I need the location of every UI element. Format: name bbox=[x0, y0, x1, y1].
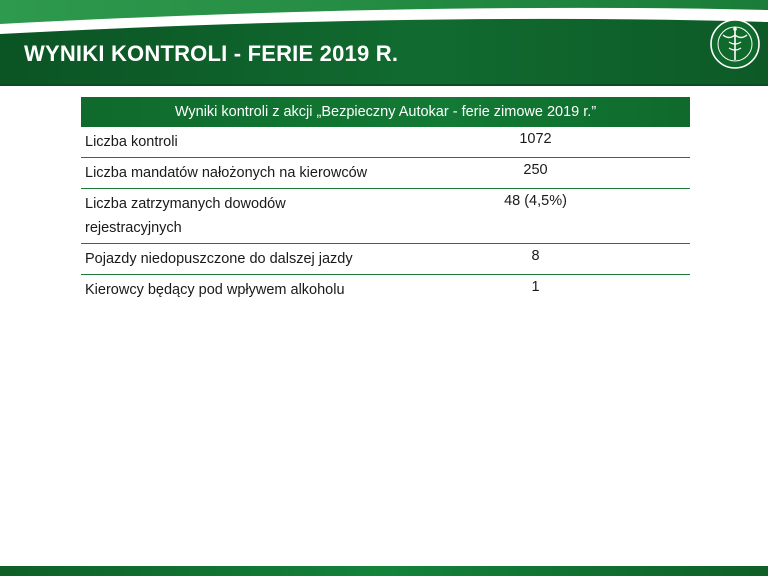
table-row bbox=[81, 127, 690, 158]
slide-title: WYNIKI KONTROLI - FERIE 2019 R. bbox=[24, 41, 399, 66]
row-value: 1072 bbox=[383, 127, 690, 158]
row-label: Liczba mandatów nałożonych na kierowców bbox=[81, 158, 383, 189]
row-value: 250 bbox=[383, 158, 690, 189]
footer-bar bbox=[0, 566, 768, 576]
table-header: Wyniki kontroli z akcji „Bezpieczny Autokar - ferie zimowe 2019 r.” bbox=[81, 97, 690, 127]
results-table bbox=[81, 97, 690, 305]
row-label: Kierowcy będący pod wpływem alkoholu bbox=[85, 282, 345, 298]
caduceus-seal-icon bbox=[709, 18, 761, 70]
table-row bbox=[81, 275, 690, 306]
row-value: 48 (4,5%) bbox=[383, 189, 690, 244]
row-label: Liczba zatrzymanych dowodów rejestracyjnych bbox=[81, 189, 383, 244]
table-row bbox=[81, 244, 690, 275]
row-value: 1 bbox=[531, 279, 540, 295]
row-label: Pojazdy niedopuszczone do dalszej jazdy bbox=[81, 244, 383, 275]
table-row bbox=[81, 189, 690, 244]
row-label: Liczba kontroli bbox=[81, 127, 383, 158]
row-value: 8 bbox=[383, 244, 690, 275]
table-header-row bbox=[81, 97, 690, 127]
table-row bbox=[81, 158, 690, 189]
